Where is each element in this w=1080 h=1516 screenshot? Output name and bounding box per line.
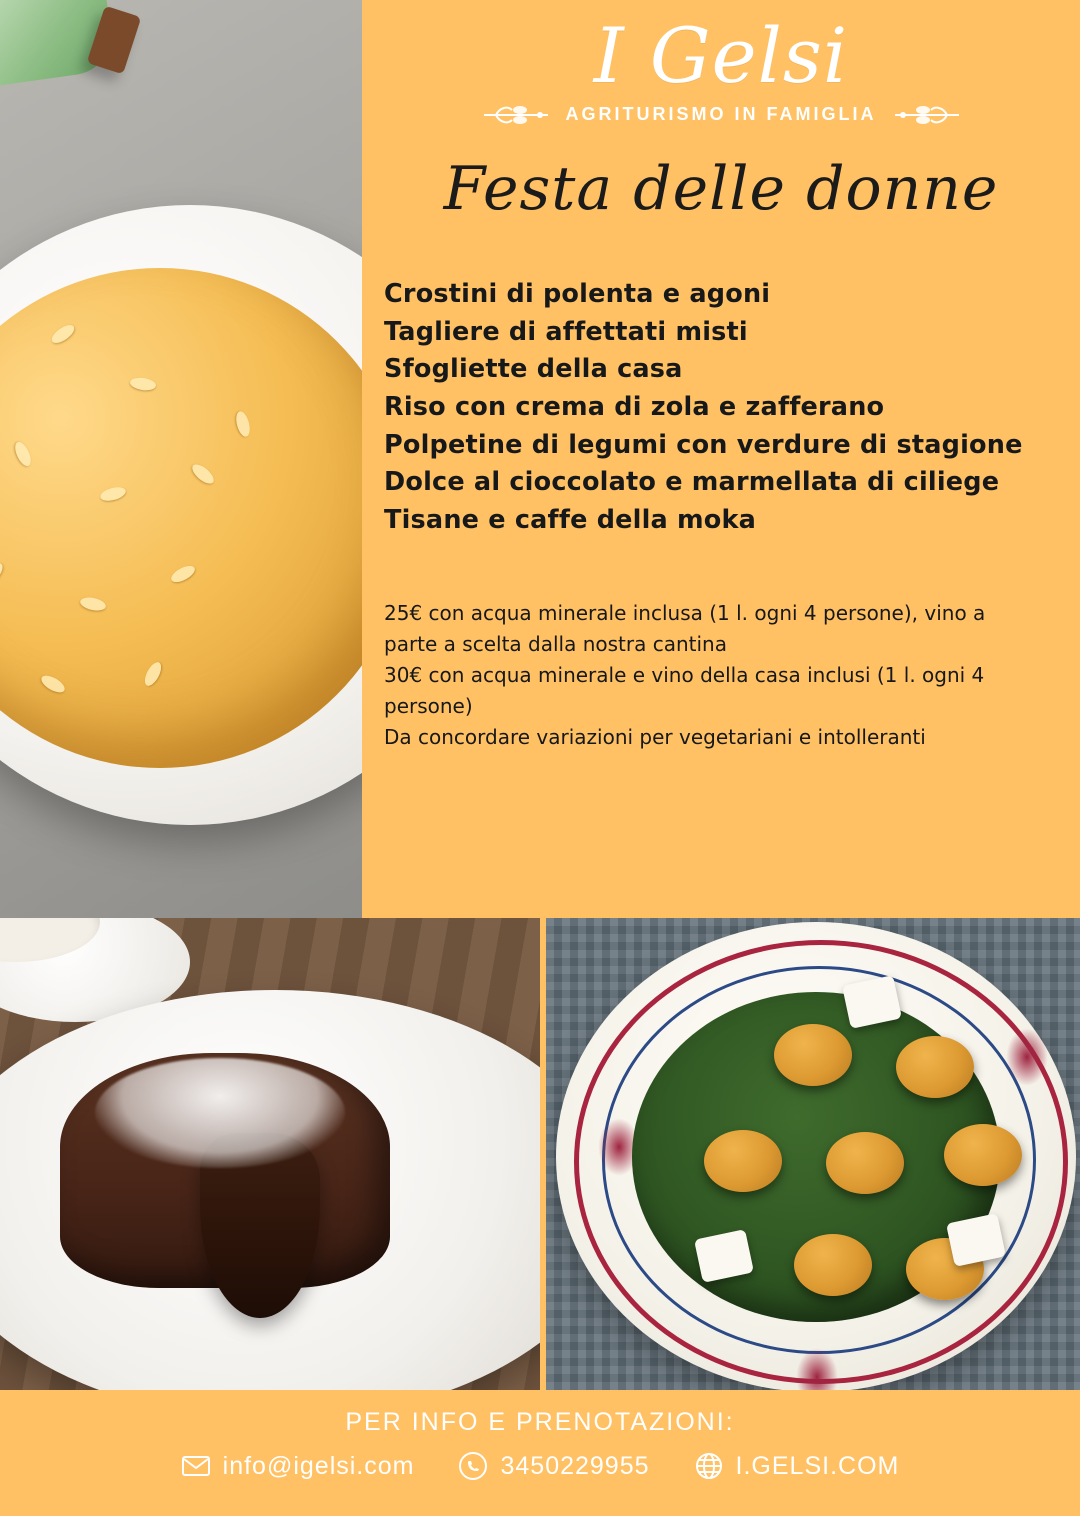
event-title: Festa delle donne	[443, 153, 999, 224]
price-line: Da concordare variazioni per vegetariani e intolleranti	[384, 724, 926, 749]
contact-email[interactable]	[181, 1451, 415, 1481]
chocolate-lava-cake-photo	[0, 918, 540, 1390]
leaf-flourish-icon-left	[482, 102, 552, 128]
polpetta	[774, 1024, 852, 1086]
email-text: info@igelsi.com	[222, 1451, 415, 1480]
footer	[0, 1390, 1080, 1516]
saffron-risotto	[0, 268, 362, 768]
menu-item: Tagliere di affettati misti	[384, 316, 748, 347]
contact-website[interactable]	[694, 1451, 900, 1481]
polpetta	[826, 1132, 904, 1194]
price-line: 30€ con acqua minerale e vino della casa inclusi (1 l. ogni 4 persone)	[384, 662, 985, 718]
globe-icon	[694, 1451, 724, 1481]
polpetta	[944, 1124, 1022, 1186]
menu-panel	[362, 0, 1080, 918]
menu-item: Tisane e caffe della moka	[384, 505, 757, 536]
risotto-photo	[0, 0, 362, 918]
footer-title: PER INFO E PRENOTAZIONI:	[345, 1408, 735, 1436]
whatsapp-icon	[458, 1451, 488, 1481]
footer-contacts	[0, 1451, 1080, 1481]
brand-name: I Gelsi	[593, 11, 849, 100]
polpette-with-green-sauce-photo	[546, 918, 1080, 1390]
polpetta	[704, 1130, 782, 1192]
brand-tagline-row	[362, 102, 1080, 128]
menu-item: Riso con crema di zola e zafferano	[384, 392, 885, 422]
price-block	[384, 598, 1040, 753]
brand-logo	[362, 0, 1080, 128]
background-bowl-inner	[0, 918, 100, 962]
polpetta	[794, 1234, 872, 1296]
polpetta	[896, 1036, 974, 1098]
menu-list	[384, 276, 1080, 540]
website-text: I.GELSI.COM	[735, 1451, 900, 1480]
menu-item: Crostini di polenta e agoni	[384, 278, 771, 309]
brand-tagline: AGRITURISMO IN FAMIGLIA	[565, 104, 877, 125]
powdered-sugar	[95, 1058, 345, 1168]
menu-item: Sfogliette della casa	[384, 354, 683, 385]
menu-item: Dolce al cioccolato e marmellata di ciliege	[384, 467, 1000, 498]
menu-item: Polpetine di legumi con verdure di stagione	[384, 429, 1023, 460]
plate-ornament	[1006, 1028, 1048, 1086]
contact-phone[interactable]	[458, 1451, 649, 1481]
phone-text: 3450229955	[500, 1451, 650, 1480]
price-line: 25€ con acqua minerale inclusa (1 l. ogni 4 persone), vino a parte a scelta dalla nostra cantina	[384, 600, 986, 656]
envelope-icon	[181, 1451, 211, 1481]
leaf-flourish-icon-right	[891, 102, 961, 128]
